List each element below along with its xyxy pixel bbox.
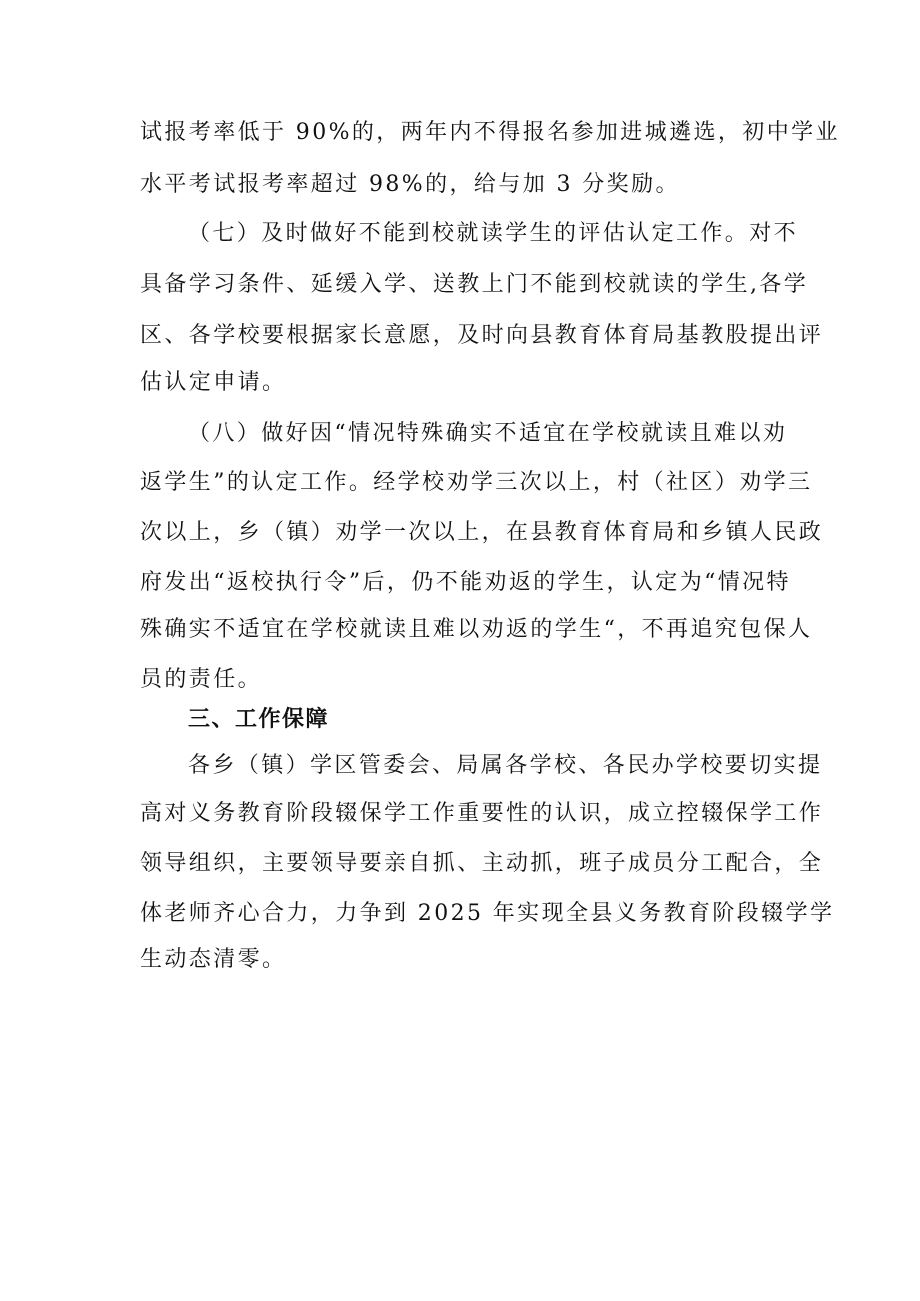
paragraph-line: 区、各学校要根据家长意愿，及时向县教育体育局基教股提出评 xyxy=(140,323,824,348)
paragraph-line: 高对义务教育阶段辍保学工作重要性的认识，成立控辍保学工作 xyxy=(140,801,824,826)
paragraph-line: （七）及时做好不能到校就读学生的评估认定工作。对不 xyxy=(188,221,799,246)
paragraph-line: 府发出“返校执行令”后，仍不能劝返的学生，认定为“情况特 xyxy=(140,570,791,595)
paragraph-line: 水平考试报考率超过 98%的，给与加 3 分奖励。 xyxy=(140,172,680,197)
paragraph-line: 估认定申请。 xyxy=(140,370,287,395)
paragraph-line: 生动态清零。 xyxy=(140,947,287,972)
paragraph-line: 次以上，乡（镇）劝学一次以上，在县教育体育局和乡镇人民政 xyxy=(140,520,824,545)
paragraph-line: 具备学习条件、延缓入学、送教上门不能到校就读的学生,各学 xyxy=(140,272,809,297)
paragraph-line: 员的责任。 xyxy=(140,667,263,692)
paragraph-line: 殊确实不适宜在学校就读且难以劝返的学生“，不再追究包保人 xyxy=(140,617,813,642)
paragraph-line: 试报考率低于 90%的，两年内不得报名参加进城遴选，初中学业 xyxy=(140,120,840,145)
section-heading: 三、工作保障 xyxy=(188,707,330,732)
paragraph-line: 体老师齐心合力，力争到 2025 年实现全县义务教育阶段辍学学 xyxy=(140,901,835,926)
paragraph-line: 领导组织，主要领导要亲自抓、主动抓，班子成员分工配合，全 xyxy=(140,851,824,876)
paragraph-line: （八）做好因“情况特殊确实不适宜在学校就读且难以劝 xyxy=(188,421,788,446)
paragraph-line: 返学生”的认定工作。经学校劝学三次以上，村（社区）劝学三 xyxy=(140,470,813,495)
paragraph-line: 各乡（镇）学区管委会、局属各学校、各民办学校要切实提 xyxy=(188,753,823,778)
